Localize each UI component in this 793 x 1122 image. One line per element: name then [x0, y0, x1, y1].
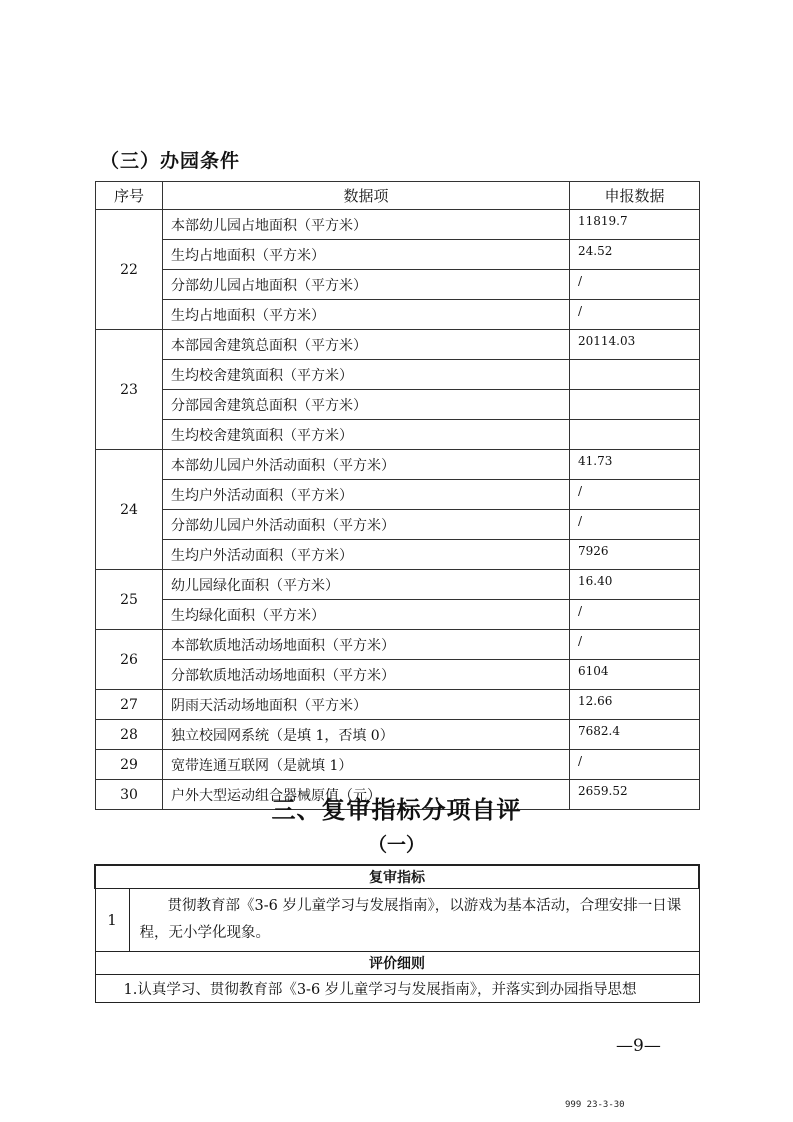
table-row — [96, 270, 700, 300]
conditions-table-body — [96, 210, 700, 810]
table-row — [96, 630, 700, 660]
data-item: 生均校舍建筑面积（平方米） — [163, 420, 570, 450]
data-item: 本部幼儿园户外活动面积（平方米） — [163, 450, 570, 480]
data-item: 本部幼儿园占地面积（平方米） — [163, 210, 570, 240]
table-row — [96, 210, 700, 240]
data-item: 生均占地面积（平方米） — [163, 240, 570, 270]
footer-mark: 999 23-3-30 — [565, 1100, 625, 1110]
data-item: 阴雨天活动场地面积（平方米） — [163, 690, 570, 720]
table-row — [96, 480, 700, 510]
table-row — [96, 540, 700, 570]
row-number: 22 — [96, 210, 163, 330]
reported-value: / — [570, 270, 700, 300]
table-row — [96, 420, 700, 450]
data-item: 宽带连通互联网（是就填 1） — [163, 750, 570, 780]
data-item: 生均户外活动面积（平方米） — [163, 540, 570, 570]
reported-value: 41.73 — [570, 450, 700, 480]
data-item: 独立校园网系统（是填 1，否填 0） — [163, 720, 570, 750]
reported-value: 12.66 — [570, 690, 700, 720]
reported-value: 2659.52 — [570, 780, 700, 810]
data-item: 生均校舍建筑面积（平方米） — [163, 360, 570, 390]
data-item: 分部园舍建筑总面积（平方米） — [163, 390, 570, 420]
table-row — [96, 720, 700, 750]
reported-value — [570, 360, 700, 390]
table-row — [96, 450, 700, 480]
indicator-number: 1 — [95, 889, 129, 952]
data-item: 本部园舍建筑总面积（平方米） — [163, 330, 570, 360]
reported-value: / — [570, 600, 700, 630]
reported-value — [570, 390, 700, 420]
data-item: 本部软质地活动场地面积（平方米） — [163, 630, 570, 660]
indicator-text: 贯彻教育部《3-6 岁儿童学习与发展指南》，以游戏为基本活动，合理安排一日课程，无小学化现象。 — [129, 889, 699, 952]
table-row — [96, 300, 700, 330]
data-item: 分部幼儿园户外活动面积（平方米） — [163, 510, 570, 540]
table-row — [96, 390, 700, 420]
table-row — [96, 660, 700, 690]
table-row — [96, 360, 700, 390]
review-table — [94, 864, 700, 1003]
row-number: 23 — [96, 330, 163, 450]
table-header-row — [96, 182, 700, 210]
reported-value: 20114.03 — [570, 330, 700, 360]
data-item: 生均户外活动面积（平方米） — [163, 480, 570, 510]
data-item: 分部幼儿园占地面积（平方米） — [163, 270, 570, 300]
row-number: 24 — [96, 450, 163, 570]
header-value: 申报数据 — [570, 182, 700, 210]
reported-value: 7926 — [570, 540, 700, 570]
data-item: 幼儿园绿化面积（平方米） — [163, 570, 570, 600]
row-number: 27 — [96, 690, 163, 720]
reported-value: 16.40 — [570, 570, 700, 600]
row-number: 30 — [96, 780, 163, 810]
row-number: 29 — [96, 750, 163, 780]
reported-value: 24.52 — [570, 240, 700, 270]
header-no: 序号 — [96, 182, 163, 210]
reported-value: / — [570, 300, 700, 330]
table-row — [96, 330, 700, 360]
table-row — [96, 240, 700, 270]
row-number: 28 — [96, 720, 163, 750]
data-item: 生均绿化面积（平方米） — [163, 600, 570, 630]
header-item: 数据项 — [163, 182, 570, 210]
page-number: —9— — [616, 1036, 661, 1056]
reported-value: 11819.7 — [570, 210, 700, 240]
reported-value — [570, 420, 700, 450]
reported-value: 7682.4 — [570, 720, 700, 750]
reported-value: / — [570, 630, 700, 660]
indicator-header: 复审指标 — [95, 865, 699, 889]
conditions-table — [95, 181, 700, 810]
reported-value: / — [570, 750, 700, 780]
row-number: 25 — [96, 570, 163, 630]
row-number: 26 — [96, 630, 163, 690]
sub-heading: （一） — [367, 834, 425, 856]
data-item: 生均占地面积（平方米） — [163, 300, 570, 330]
data-item: 分部软质地活动场地面积（平方米） — [163, 660, 570, 690]
detail-item-1: 1.认真学习、贯彻教育部《3-6 岁儿童学习与发展指南》，并落实到办园指导思想 — [95, 975, 699, 1003]
reported-value: 6104 — [570, 660, 700, 690]
reported-value: / — [570, 480, 700, 510]
table-row — [96, 570, 700, 600]
details-header: 评价细则 — [95, 952, 699, 975]
main-heading: 三、复审指标分项自评 — [271, 796, 522, 824]
table-row — [96, 600, 700, 630]
data-item: 户外大型运动组合器械原值（元） — [163, 780, 570, 810]
section-title: （三）办园条件 — [100, 150, 241, 172]
table-row — [96, 510, 700, 540]
reported-value: / — [570, 510, 700, 540]
table-row — [96, 690, 700, 720]
table-row — [96, 750, 700, 780]
